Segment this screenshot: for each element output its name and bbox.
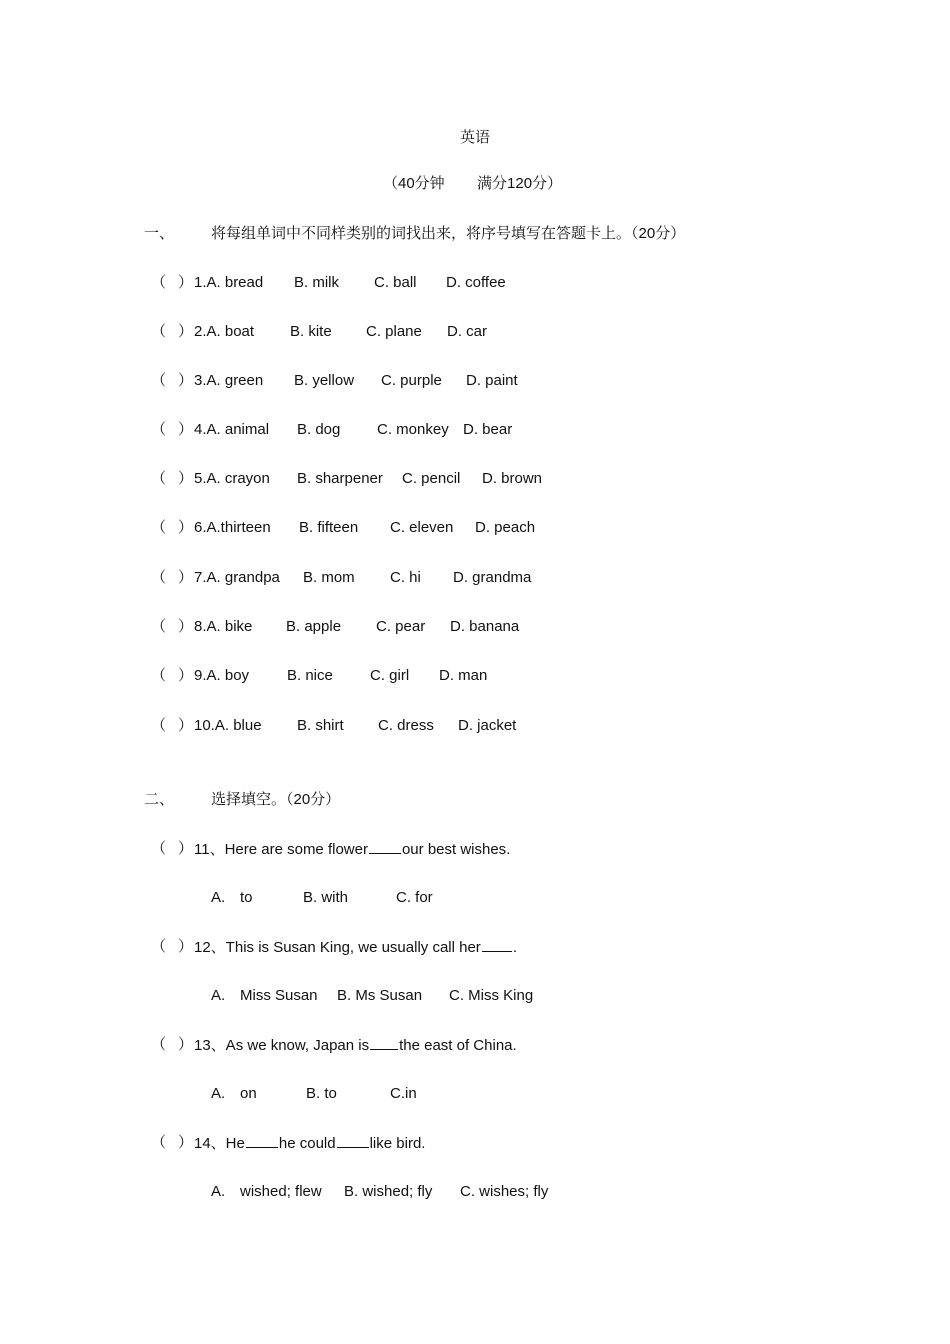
answer-paren-open: （ bbox=[151, 667, 167, 684]
option-c: C. pencil bbox=[402, 470, 461, 487]
option-a: 2.A. boat bbox=[194, 323, 255, 340]
option-a: 4.A. animal bbox=[194, 421, 270, 438]
answer-paren-open: （ bbox=[151, 470, 167, 487]
answer-blank bbox=[246, 1133, 278, 1148]
stem-part: like bird. bbox=[369, 1135, 426, 1152]
option-c: C. hi bbox=[390, 569, 421, 586]
option-c: C. eleven bbox=[390, 519, 454, 536]
answer-paren-close: ） bbox=[178, 618, 194, 635]
option-a: 5.A. crayon bbox=[194, 470, 270, 487]
option-c: C. monkey bbox=[377, 421, 449, 438]
option-b: B. mom bbox=[303, 569, 355, 586]
option-a: 8.A. bike bbox=[194, 618, 253, 635]
option-b: B. nice bbox=[287, 667, 333, 684]
stem-part: 13、As we know, Japan is bbox=[194, 1037, 370, 1054]
answer-paren-open: （ bbox=[151, 274, 167, 291]
answer-paren-close: ） bbox=[178, 717, 194, 734]
option-a-text: to bbox=[240, 889, 253, 906]
option-a-letter: A. bbox=[211, 987, 226, 1004]
option-d: D. coffee bbox=[446, 274, 506, 291]
option-b: B. kite bbox=[290, 323, 332, 340]
stem-part: . bbox=[512, 939, 517, 956]
section2-heading: 选择填空。（20分） bbox=[211, 791, 341, 808]
option-b: B. apple bbox=[286, 618, 342, 635]
option-b: B. shirt bbox=[297, 717, 344, 734]
option-d: D. grandma bbox=[453, 569, 532, 586]
option-a-text: wished; flew bbox=[240, 1183, 322, 1200]
answer-paren-close: ） bbox=[178, 470, 194, 487]
option-c: C. for bbox=[396, 889, 433, 906]
option-d: D. car bbox=[447, 323, 488, 340]
stem-part: he could bbox=[278, 1135, 336, 1152]
option-c: C. ball bbox=[374, 274, 417, 291]
answer-blank bbox=[370, 1035, 398, 1050]
option-a: 1.A. bread bbox=[194, 274, 264, 291]
option-c: C. pear bbox=[376, 618, 426, 635]
answer-paren-open: （ bbox=[151, 938, 167, 955]
section1-heading: 将每组单词中不同样类别的词找出来，将序号填写在答题卡上。（20分） bbox=[211, 225, 686, 242]
answer-paren-open: （ bbox=[151, 1036, 167, 1053]
option-a: 9.A. boy bbox=[194, 667, 250, 684]
option-d: D. peach bbox=[475, 519, 536, 536]
option-d: D. banana bbox=[450, 618, 520, 635]
section1-number: 一、 bbox=[144, 225, 175, 242]
question-stem bbox=[194, 839, 510, 860]
answer-paren-open: （ bbox=[151, 421, 167, 438]
subtitle bbox=[383, 174, 562, 194]
option-a: 6.A.thirteen bbox=[194, 519, 271, 536]
option-d: D. brown bbox=[482, 470, 543, 487]
answer-paren-close: ） bbox=[178, 519, 194, 536]
option-b: B. wished; fly bbox=[344, 1183, 433, 1200]
option-b: B. to bbox=[306, 1085, 337, 1102]
page-title: 英语 bbox=[459, 129, 490, 146]
option-d: D. bear bbox=[463, 421, 513, 438]
answer-paren-open: （ bbox=[151, 1134, 167, 1151]
option-c: C.in bbox=[390, 1085, 417, 1102]
stem-part: our best wishes. bbox=[401, 841, 511, 858]
answer-paren-open: （ bbox=[151, 519, 167, 536]
answer-blank bbox=[337, 1133, 369, 1148]
option-c: C. plane bbox=[366, 323, 422, 340]
stem-part: 14、He bbox=[194, 1135, 245, 1152]
answer-paren-close: ） bbox=[178, 938, 194, 955]
option-c: C. wishes; fly bbox=[460, 1183, 549, 1200]
answer-paren-open: （ bbox=[151, 840, 167, 857]
option-a-text: on bbox=[240, 1085, 257, 1102]
option-c: C. purple bbox=[381, 372, 442, 389]
option-a: 3.A. green bbox=[194, 372, 264, 389]
option-c: C. dress bbox=[378, 717, 434, 734]
answer-paren-close: ） bbox=[178, 569, 194, 586]
answer-paren-close: ） bbox=[178, 667, 194, 684]
answer-paren-close: ） bbox=[178, 1036, 194, 1053]
full-score: 满分120分） bbox=[477, 175, 563, 192]
answer-paren-close: ） bbox=[178, 421, 194, 438]
answer-paren-open: （ bbox=[151, 717, 167, 734]
question-stem bbox=[194, 1035, 517, 1056]
option-d: D. paint bbox=[466, 372, 518, 389]
option-c: C. Miss King bbox=[449, 987, 534, 1004]
option-a-text: Miss Susan bbox=[240, 987, 318, 1004]
answer-paren-close: ） bbox=[178, 1134, 194, 1151]
option-a-letter: A. bbox=[211, 1183, 226, 1200]
option-d: D. jacket bbox=[458, 717, 517, 734]
exam-time: （40分钟 bbox=[383, 175, 445, 192]
option-c: C. girl bbox=[370, 667, 410, 684]
option-a: 7.A. grandpa bbox=[194, 569, 280, 586]
answer-blank bbox=[482, 937, 512, 952]
answer-blank bbox=[369, 839, 401, 854]
option-b: B. yellow bbox=[294, 372, 355, 389]
question-stem bbox=[194, 1133, 425, 1154]
answer-paren-open: （ bbox=[151, 618, 167, 635]
option-d: D. man bbox=[439, 667, 488, 684]
option-a-letter: A. bbox=[211, 889, 226, 906]
answer-paren-open: （ bbox=[151, 569, 167, 586]
answer-paren-open: （ bbox=[151, 323, 167, 340]
stem-part: 12、This is Susan King, we usually call her bbox=[194, 939, 481, 956]
answer-paren-close: ） bbox=[178, 274, 194, 291]
option-b: B. with bbox=[303, 889, 349, 906]
option-b: B. sharpener bbox=[297, 470, 383, 487]
option-b: B. Ms Susan bbox=[337, 987, 423, 1004]
answer-paren-close: ） bbox=[178, 372, 194, 389]
option-a: 10.A. blue bbox=[194, 717, 262, 734]
stem-part: the east of China. bbox=[399, 1037, 517, 1054]
question-stem bbox=[194, 937, 517, 958]
answer-paren-close: ） bbox=[178, 323, 194, 340]
option-b: B. fifteen bbox=[299, 519, 359, 536]
option-a-letter: A. bbox=[211, 1085, 226, 1102]
stem-part: 11、Here are some flower bbox=[194, 841, 368, 858]
answer-paren-close: ） bbox=[178, 840, 194, 857]
section2-number: 二、 bbox=[144, 791, 175, 808]
option-b: B. milk bbox=[294, 274, 339, 291]
answer-paren-open: （ bbox=[151, 372, 167, 389]
option-b: B. dog bbox=[297, 421, 341, 438]
